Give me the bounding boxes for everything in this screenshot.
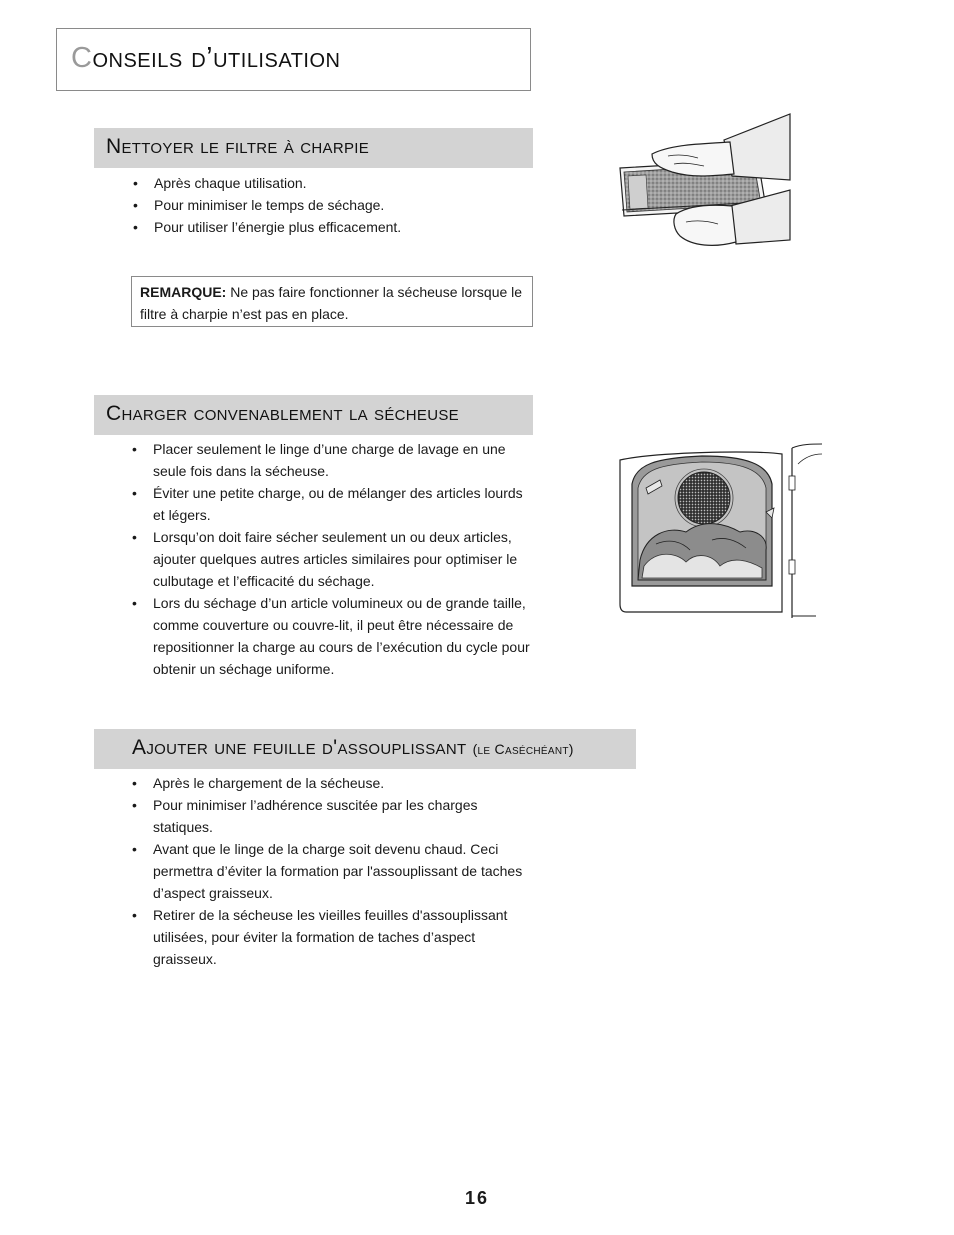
bullet-icon: •	[132, 595, 137, 611]
list-item-text: Pour minimiser le temps de séchage.	[154, 197, 385, 213]
heading-initial: A	[132, 736, 147, 759]
note-label: REMARQUE:	[140, 284, 227, 300]
list-item	[132, 794, 534, 838]
section-heading-bar-loading	[94, 395, 533, 435]
section-heading-bar-fabric-softener	[94, 729, 636, 769]
page-title-text: onseils d’utilisation	[92, 42, 341, 74]
bullet-icon: •	[132, 797, 137, 813]
bullet-icon: •	[133, 219, 138, 235]
list-item-text: Retirer de la sécheuse les vieilles feuilles d'assouplissant utilisées, pour éviter la formation de taches d’aspect graisseux.	[153, 907, 508, 967]
list-item	[133, 194, 533, 216]
section-heading-bar-lint-filter	[94, 128, 533, 168]
list-item	[132, 904, 534, 970]
bullet-icon: •	[133, 197, 138, 213]
heading-text: jouter une feuille d'assouplissant	[146, 736, 467, 759]
bullet-icon: •	[132, 907, 137, 923]
bullet-icon: •	[132, 485, 137, 501]
list-item	[132, 592, 534, 680]
lint-filter-hands-illustration	[612, 110, 794, 252]
list-item	[132, 482, 534, 526]
heading-text: harger convenablement la sécheuse	[121, 402, 459, 425]
list-item-text: Avant que le linge de la charge soit devenu chaud. Ceci permettra d’éviter la formation par l'assouplissant de taches d’aspect graisseux.	[153, 841, 523, 901]
dryer-drum-load-illustration	[616, 440, 828, 622]
list-item	[132, 526, 534, 592]
list-item	[132, 438, 534, 482]
page-title	[71, 42, 340, 75]
list-item-text: Pour minimiser l’adhérence suscitée par les charges statiques.	[153, 797, 478, 835]
list-item-text: Après le chargement de la sécheuse.	[153, 775, 385, 791]
bullet-list-fabric-softener	[132, 772, 534, 970]
list-item	[132, 772, 534, 794]
page-number: 16	[464, 1188, 490, 1208]
list-item-text: Après chaque utilisation.	[154, 175, 307, 191]
list-item-text: Pour utiliser l’énergie plus efficacement.	[154, 219, 402, 235]
page-title-box	[56, 28, 531, 91]
section-heading-loading	[106, 402, 459, 426]
bullet-icon: •	[132, 841, 137, 857]
heading-initial: N	[106, 135, 122, 158]
bullet-list-lint-filter	[133, 172, 533, 238]
bullet-list-loading	[132, 438, 534, 680]
list-item-text: Éviter une petite charge, ou de mélanger des articles lourds et légers.	[153, 485, 523, 523]
bullet-icon: •	[133, 175, 138, 191]
heading-suffix: (le Caséchéant)	[472, 741, 574, 757]
list-item	[133, 216, 533, 238]
list-item	[133, 172, 533, 194]
heading-text: ettoyer le filtre à charpie	[121, 135, 370, 158]
list-item-text: Lors du séchage d’un article volumineux ou de grande taille, comme couverture ou couvre-lit, il peut être nécessaire de repositionner la charge au cours de l’exécution du cycle pour obtenir un séchage uniforme.	[153, 595, 530, 677]
heading-initial: C	[106, 402, 122, 425]
section-heading-fabric-softener	[132, 736, 574, 760]
list-item-text: Placer seulement le linge d’une charge de lavage en une seule fois dans la sécheuse.	[153, 441, 506, 479]
page-title-initial: C	[71, 42, 93, 74]
bullet-icon: •	[132, 775, 137, 791]
list-item	[132, 838, 534, 904]
section-heading-lint-filter	[106, 135, 369, 159]
bullet-icon: •	[132, 529, 137, 545]
bullet-icon: •	[132, 441, 137, 457]
note-box	[131, 276, 533, 327]
list-item-text: Lorsqu’on doit faire sécher seulement un ou deux articles, ajouter quelques autres articles similaires pour optimiser le culbutage et l’efficacité du séchage.	[153, 529, 518, 589]
note-text: Ne pas faire fonctionner la sécheuse lorsque le filtre à charpie n’est pas en place.	[140, 284, 523, 322]
